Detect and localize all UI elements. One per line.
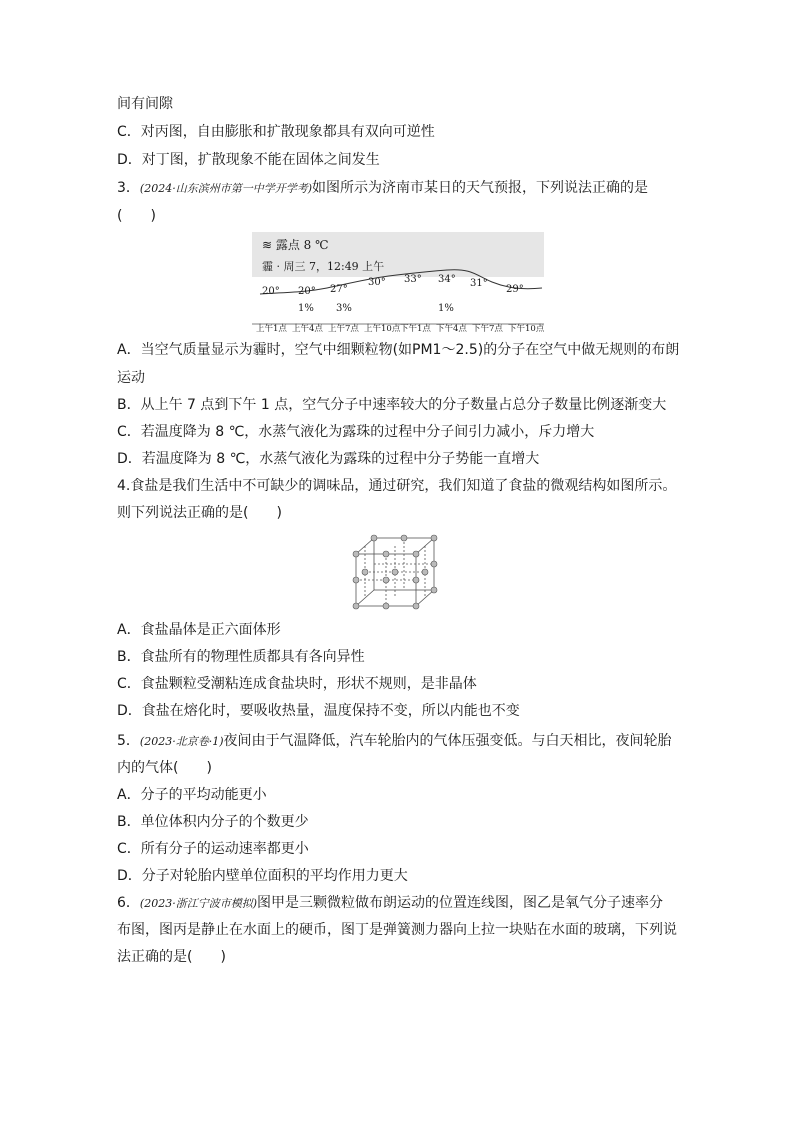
precipitation-label: 1% (298, 303, 314, 314)
question-5-stem-cont: 内的气体( ) (117, 760, 212, 776)
temperature-label: 20° (262, 286, 280, 297)
question-4-option-d: D．食盐在熔化时，要吸收热量，温度保持不变，所以内能也不变 (117, 703, 520, 719)
question-3-option-a: A．当空气质量显示为霾时，空气中细颗粒物(如PM1～2.5)的分子在空气中做无规则的布朗 (117, 342, 680, 358)
question-3-source: (2024·山东滨州市第一中学开学考) (139, 182, 312, 195)
question-6-stem-cont: 布图，图丙是静止在水面上的硬币，图丁是弹簧测力器向上拉一块贴在水面的玻璃，下列说 (117, 922, 677, 938)
time-label: 上午10点 (364, 324, 401, 332)
temperature-label: 27° (330, 284, 348, 295)
temperature-label: 31° (470, 278, 488, 289)
precipitation-label: 3% (336, 303, 352, 314)
question-3-option-b: B．从上午 7 点到下午 1 点，空气分子中速率较大的分子数量占总分子数量比例逐渐变大 (117, 397, 667, 413)
time-label: 上午7点 (328, 324, 359, 332)
time-label: 上午1点 (256, 324, 287, 332)
question-3-option-c: C．若温度降为 8 ℃，水蒸气液化为露珠的过程中分子间引力减小，斥力增大 (117, 424, 595, 440)
time-label: 下午7点 (472, 324, 503, 332)
question-3-option-a-cont: 运动 (117, 370, 145, 386)
question-5-option-b: B．单位体积内分子的个数更少 (117, 814, 309, 830)
question-6-source: (2023·浙江宁波市模拟) (139, 897, 257, 910)
temperature-curve (252, 232, 544, 332)
question-3-blank: ( ) (117, 208, 156, 224)
temperature-label: 34° (438, 274, 456, 285)
question-3-option-d: D．若温度降为 8 ℃，水蒸气液化为露珠的过程中分子势能一直增大 (117, 451, 540, 467)
time-label: 下午4点 (436, 324, 467, 332)
question-5-option-d: D．分子对轮胎内壁单位面积的平均作用力更大 (117, 868, 408, 884)
question-4-option-a: A．食盐晶体是正六面体形 (117, 622, 281, 638)
temperature-label: 20° (298, 286, 316, 297)
weather-status: 霾 · 周三 7，12:49 上午 (262, 260, 385, 273)
dew-point-label: ≋ 露点 8 ℃ (262, 238, 329, 252)
question-4-stem-cont: 则下列说法正确的是( ) (117, 505, 282, 521)
weather-forecast-figure (252, 232, 544, 332)
question-4-stem: 4.食盐是我们生活中不可缺少的调味品，通过研究，我们知道了食盐的微观结构如图所示。 (117, 478, 677, 494)
temperature-label: 33° (404, 274, 422, 285)
question-5-stem: 5．(2023·北京卷·1)夜间由于气温降低，汽车轮胎内的气体压强变低。与白天相比，夜间轮胎 (117, 733, 672, 749)
question-5-option-a: A．分子的平均动能更小 (117, 787, 267, 803)
time-label: 下午10点 (508, 324, 544, 332)
question-5-option-c: C．所有分子的运动速率都更小 (117, 841, 309, 857)
question-5-source: (2023·北京卷·1) (139, 735, 224, 748)
question-4-option-b: B．食盐所有的物理性质都具有各向异性 (117, 649, 365, 665)
question-6-stem-cont2: 法正确的是( ) (117, 949, 226, 965)
temperature-label: 29° (506, 284, 524, 295)
option-c-prev: C．对丙图，自由膨胀和扩散现象都具有双向可逆性 (117, 124, 435, 140)
option-d-prev: D．对丁图，扩散现象不能在固体之间发生 (117, 152, 380, 168)
question-3-stem: 3．(2024·山东滨州市第一中学开学考)如图所示为济南市某日的天气预报，下列说法正确的是 (117, 180, 648, 196)
time-label: 上午4点 (292, 324, 323, 332)
temperature-label: 30° (368, 277, 386, 288)
text-line: 间有间隙 (117, 96, 173, 112)
time-label: 下午1点 (400, 324, 431, 332)
question-4-option-c: C．食盐颗粒受潮粘连成食盐块时，形状不规则，是非晶体 (117, 676, 477, 692)
question-6-stem: 6．(2023·浙江宁波市模拟)图甲是三颗微粒做布朗运动的位置连线图，图乙是氧气分子速率分 (117, 895, 663, 911)
precipitation-label: 1% (438, 303, 454, 314)
salt-crystal-lattice-figure (352, 534, 438, 610)
